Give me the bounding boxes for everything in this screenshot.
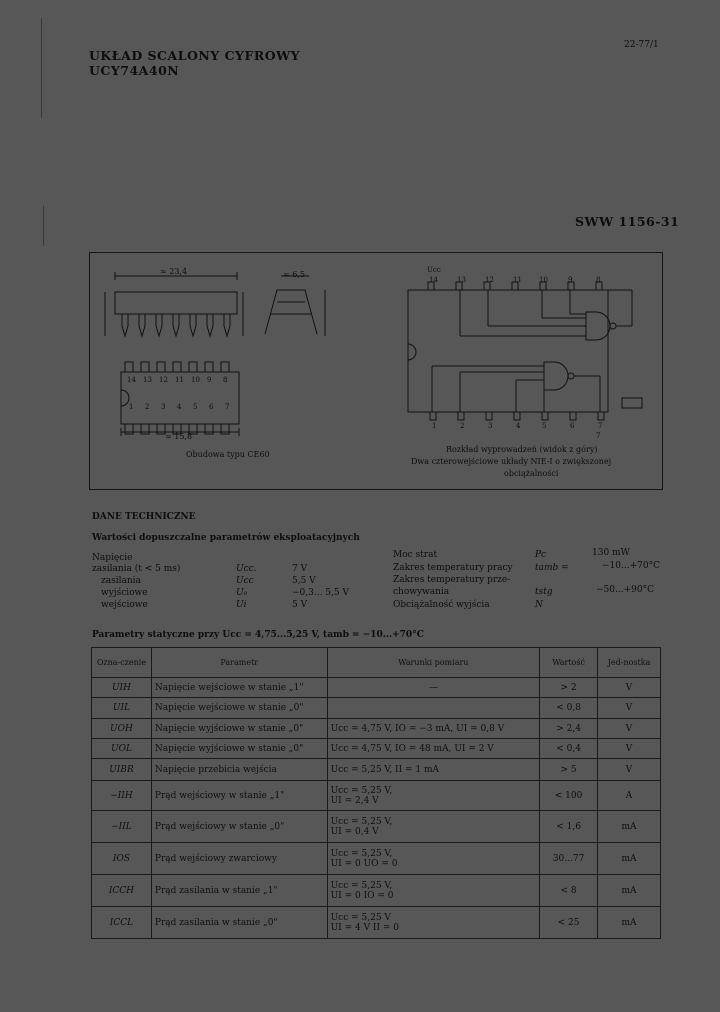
condition-line: UI = 2,4 V — [330, 795, 379, 806]
test-conditions: Ucc = 4,75 V, IO = −3 mA, UI = 0,8 V — [327, 719, 540, 739]
limit-value: −10...+70°C — [602, 561, 660, 571]
test-conditions: Ucc = 4,75 V, IO = 48 mA, UI = 2 V — [327, 739, 540, 759]
param-value: > 5 — [540, 759, 598, 781]
table-row — [92, 875, 661, 907]
test-conditions — [327, 781, 540, 811]
column-header: Parametr — [151, 648, 327, 678]
table-row — [92, 759, 661, 781]
pin-number: 9 — [568, 276, 573, 284]
table-row — [92, 739, 661, 759]
dimension-side: ≈ 6,5 — [283, 270, 305, 279]
static-parameters-table — [91, 647, 661, 939]
param-value: > 2 — [540, 678, 598, 698]
table-row — [92, 811, 661, 843]
pin-number: 4 — [516, 422, 521, 430]
limit-value: −0,3... 5,5 V — [292, 588, 349, 598]
column-header: Warunki pomiaru — [327, 648, 540, 678]
param-symbol: −IIH — [92, 781, 152, 811]
dimension-length: ≈ 23,4 — [160, 267, 188, 276]
limit-label: chowywania — [393, 587, 450, 597]
param-symbol: IOS — [92, 843, 152, 875]
limit-symbol: Ucc — [236, 576, 254, 586]
limit-symbol: Pc — [535, 550, 547, 560]
param-symbol: UOL — [92, 739, 152, 759]
param-value: < 100 — [540, 781, 598, 811]
pin-number: 7 — [225, 403, 230, 411]
pinout-caption: Rozkład wyprowadzeń (widok z góry) — [446, 445, 598, 454]
limit-label: zasilania — [101, 576, 141, 586]
param-unit: V — [598, 739, 661, 759]
dimension-width: ≈ 15,8 — [165, 432, 193, 441]
test-conditions — [327, 843, 540, 875]
limit-label: zasilania (t < 5 ms) — [92, 564, 181, 574]
condition-line: UI = 0,4 V — [330, 826, 379, 837]
condition-line: Ucc = 5,25 V, — [330, 848, 393, 859]
limit-symbol: Ucc. — [236, 564, 257, 574]
test-conditions — [327, 907, 540, 939]
pin-number: 13 — [143, 376, 152, 384]
limit-value: 5 V — [292, 600, 308, 610]
param-unit: mA — [598, 907, 661, 939]
param-symbol: ICCL — [92, 907, 152, 939]
param-symbol: UIBR — [92, 759, 152, 781]
test-conditions — [327, 811, 540, 843]
param-symbol: ICCH — [92, 875, 152, 907]
param-unit: V — [598, 759, 661, 781]
part-number: UCY74A40N — [89, 63, 180, 78]
pin-number: 12 — [485, 276, 494, 284]
table-row — [92, 698, 661, 719]
pin-number: 4 — [177, 403, 182, 411]
pin-number: 14 — [127, 376, 136, 384]
test-conditions — [327, 875, 540, 907]
param-unit: V — [598, 678, 661, 698]
limit-value: −50...+90°C — [596, 585, 654, 595]
ucc-label: Ucc — [427, 266, 441, 274]
param-unit: mA — [598, 875, 661, 907]
param-name: Napięcie wejściowe w stanie „0" — [151, 698, 327, 719]
condition-line: UI = 4 V II = 0 — [330, 922, 400, 933]
logic-diagram — [400, 262, 658, 440]
condition-line: UI = 0 UO = 0 — [330, 858, 398, 869]
pin-number: 3 — [161, 403, 166, 411]
case-caption: Obudowa typu CE60 — [186, 450, 270, 459]
pin-number: 9 — [207, 376, 212, 384]
pin-number: 11 — [513, 276, 522, 284]
document-reference: 22-77/1 — [624, 40, 659, 50]
pin-number: 10 — [191, 376, 200, 384]
param-name: Napięcie wejściowe w stanie „1" — [151, 678, 327, 698]
param-value: < 8 — [540, 875, 598, 907]
param-name: Napięcie wyjściowe w stanie „0" — [151, 739, 327, 759]
param-unit: V — [598, 698, 661, 719]
condition-line: Ucc = 5,25 V, — [330, 785, 393, 796]
test-conditions — [327, 698, 540, 719]
param-name: Prąd wejściowy w stanie „1" — [151, 781, 327, 811]
package-drawing — [95, 262, 355, 462]
pin-number: 10 — [539, 276, 548, 284]
limit-label: Moc strat — [393, 550, 438, 560]
table-row — [92, 907, 661, 939]
condition-line: UI = 0 IO = 0 — [330, 890, 394, 901]
document-title: UKŁAD SCALONY CYFROWY — [89, 48, 301, 63]
pin-number: 6 — [570, 422, 575, 430]
limit-label: wejściowe — [101, 600, 148, 610]
table-row — [92, 719, 661, 739]
param-unit: V — [598, 719, 661, 739]
limit-label: wyjściowe — [101, 588, 148, 598]
limit-label: Obciążalność wyjścia — [393, 600, 490, 610]
limit-label: Zakres temperatury prze- — [393, 575, 511, 585]
scan-margin-mark — [43, 206, 44, 246]
param-value: < 0,8 — [540, 698, 598, 719]
column-header: Jed-nostka — [598, 648, 661, 678]
param-name: Napięcie przebicia wejścia — [151, 759, 327, 781]
section-heading: DANE TECHNICZNE — [92, 512, 196, 522]
standard-number: SWW 1156-31 — [575, 214, 680, 229]
pin-number: 11 — [175, 376, 184, 384]
param-name: Prąd zasilania w stanie „1" — [151, 875, 327, 907]
limit-symbol: tamb = — [535, 563, 569, 573]
condition-line: Ucc = 5,25 V — [330, 912, 391, 923]
limit-symbol: tstg — [535, 587, 553, 597]
param-value: > 2,4 — [540, 719, 598, 739]
param-unit: mA — [598, 843, 661, 875]
test-conditions: — — [327, 678, 540, 698]
pin-number: 6 — [209, 403, 214, 411]
limit-value: 5,5 V — [292, 576, 316, 586]
column-header: Wartość — [540, 648, 598, 678]
condition-line: Ucc = 5,25 V, — [330, 816, 393, 827]
pin-number: 8 — [223, 376, 228, 384]
pin-number: 2 — [145, 403, 150, 411]
param-symbol: UOH — [92, 719, 152, 739]
pin-number: 5 — [193, 403, 198, 411]
param-name: Prąd wejściowy zwarciowy — [151, 843, 327, 875]
param-value: < 1,6 — [540, 811, 598, 843]
pin-number: 8 — [596, 276, 601, 284]
limit-label: Zakres temperatury pracy — [393, 563, 513, 573]
pin-number: 14 — [429, 276, 438, 284]
table-row — [92, 843, 661, 875]
pin-number: 2 — [460, 422, 465, 430]
param-unit: A — [598, 781, 661, 811]
pin-number: 7 — [598, 422, 603, 430]
param-name: Prąd wejściowy w stanie „0" — [151, 811, 327, 843]
pin-number: 12 — [159, 376, 168, 384]
condition-line: Ucc = 5,25 V, — [330, 880, 393, 891]
param-symbol: −IIL — [92, 811, 152, 843]
pin-number: 1 — [432, 422, 437, 430]
limit-symbol: U₀ — [236, 588, 248, 598]
limit-symbol: N — [535, 600, 543, 610]
param-name: Prąd zasilania w stanie „0" — [151, 907, 327, 939]
param-symbol: UIH — [92, 678, 152, 698]
pin-number: 1 — [129, 403, 134, 411]
param-name: Napięcie wyjściowe w stanie „0" — [151, 719, 327, 739]
ground-pin-label: 7 — [596, 432, 601, 440]
param-symbol: UIL — [92, 698, 152, 719]
static-params-heading: Parametry statyczne przy Ucc = 4,75...5,25 V, tamb = −10...+70°C — [92, 630, 424, 640]
scan-margin-mark — [41, 18, 42, 118]
limits-heading: Wartości dopuszczalne parametrów eksploatacyjnych — [92, 533, 360, 543]
circuit-description-cont: obciążalności — [504, 469, 559, 478]
test-conditions: Ucc = 5,25 V, II = 1 mA — [327, 759, 540, 781]
param-unit: mA — [598, 811, 661, 843]
circuit-description: Dwa czterowejściowe układy NIE-I o zwiększonej — [411, 457, 612, 466]
column-header: Ozna-czenie — [92, 648, 152, 678]
limit-label: Napięcie — [92, 553, 133, 563]
table-header-row — [92, 648, 661, 678]
table-row — [92, 678, 661, 698]
param-value: 30...77 — [540, 843, 598, 875]
limit-symbol: Ui — [236, 600, 247, 610]
pin-number: 13 — [457, 276, 466, 284]
limit-value: 130 mW — [592, 548, 630, 558]
param-value: < 0,4 — [540, 739, 598, 759]
table-row — [92, 781, 661, 811]
param-value: < 25 — [540, 907, 598, 939]
limit-value: 7 V — [292, 564, 308, 574]
pin-number: 3 — [488, 422, 493, 430]
pin-number: 5 — [542, 422, 547, 430]
